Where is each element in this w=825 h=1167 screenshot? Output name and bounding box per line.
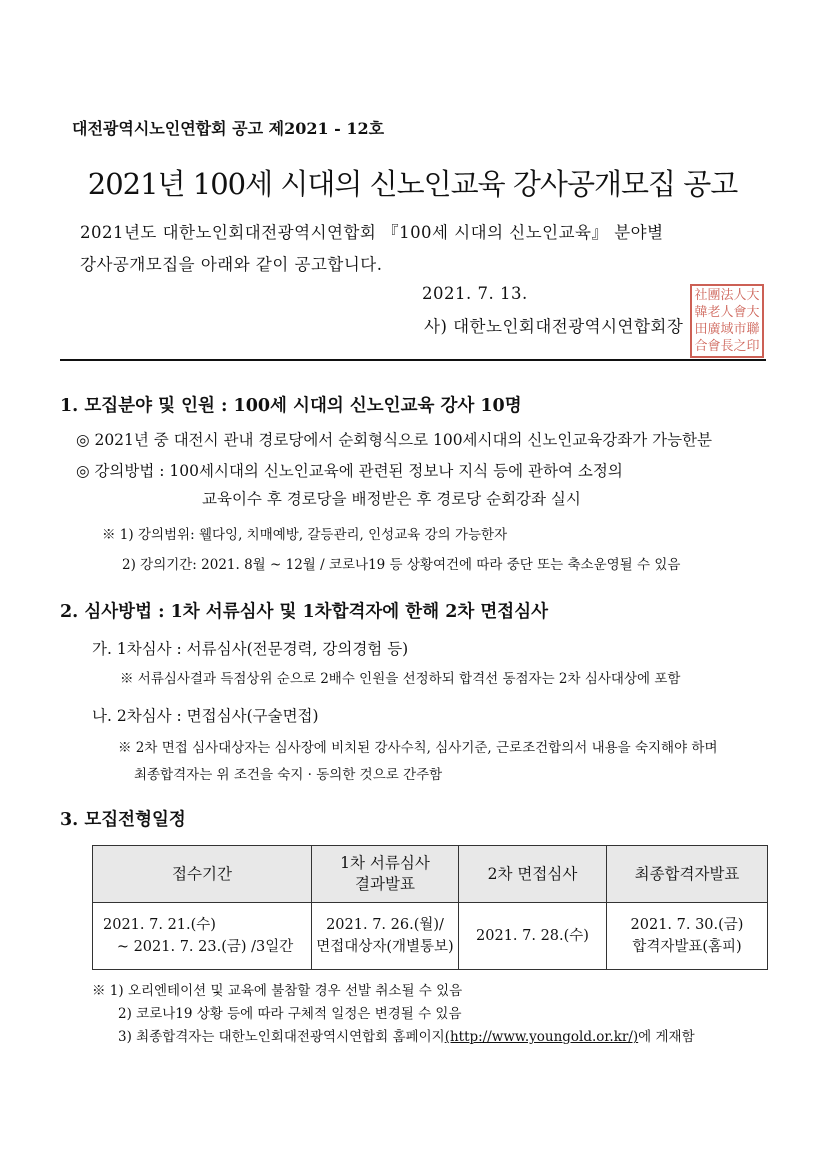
divider <box>60 359 766 361</box>
section-3-title: 3. 모집전형일정 <box>60 810 186 830</box>
announcement-number: 대전광역시노인연합회 공고 제2021 - 12호 <box>72 119 385 138</box>
table-header-row <box>93 846 768 903</box>
table-cell: 2021. 7. 28.(수) <box>459 903 607 970</box>
stage-1-note: ※ 서류심사결과 득점상위 순으로 2배수 인원을 선정하되 합격선 동점자는 2차 심사대상에 포함 <box>120 671 681 687</box>
stage-2-note-2: 최종합격자는 위 조건을 숙지 · 동의한 것으로 간주함 <box>134 767 443 783</box>
bullet-2-cont: 교육이수 후 경로당을 배정받은 후 경로당 순회강좌 실시 <box>202 490 581 508</box>
stage-2: 나. 2차심사 : 면접심사(구술면접) <box>92 707 319 725</box>
table-row <box>93 903 768 970</box>
table-cell: 2021. 7. 26.(월)/ 면접대상자(개별통보) <box>312 903 459 970</box>
signature: 사) 대한노인회대전광역시연합회장 <box>424 317 684 336</box>
page-title: 2021년 100세 시대의 신노인교육 강사공개모집 공고 <box>87 167 738 201</box>
table-cell: 2021. 7. 21.(수) ~ 2021. 7. 23.(금) /3일간 <box>93 903 312 970</box>
bullet-1: ◎ 2021년 중 대전시 관내 경로당에서 순회형식으로 100세시대의 신노인교육강좌가 가능한분 <box>76 431 712 449</box>
section-1-title: 1. 모집분야 및 인원 : 100세 시대의 신노인교육 강사 10명 <box>60 396 522 416</box>
bullet-2: ◎ 강의방법 : 100세시대의 신노인교육에 관련된 정보나 지식 등에 관하여 소정의 <box>76 462 623 480</box>
seal-text: 社團法人大韓老人會大田廣域市聯合會長之印 <box>694 288 760 354</box>
schedule-note-3: 3) 최종합격자는 대한노인회대전광역시연합회 홈페이지(http://www.youngold.or.kr/)에 게재함 <box>118 1029 695 1045</box>
section-2-title: 2. 심사방법 : 1차 서류심사 및 1차합격자에 한해 2차 면접심사 <box>60 602 548 622</box>
stage-1: 가. 1차심사 : 서류심사(전문경력, 강의경험 등) <box>92 640 409 658</box>
intro-line-2: 강사공개모집을 아래와 같이 공고합니다. <box>80 255 383 274</box>
homepage-link[interactable]: (http://www.youngold.or.kr/) <box>444 1029 639 1045</box>
official-seal <box>690 284 764 358</box>
schedule-table <box>92 845 768 970</box>
note-1: ※ 1) 강의범위: 웰다잉, 치매예방, 갈등관리, 인성교육 강의 가능한자 <box>102 527 508 543</box>
header-cell: 1차 서류심사 결과발표 <box>312 846 459 903</box>
schedule-note-1: ※ 1) 오리엔테이션 및 교육에 불참할 경우 선발 취소될 수 있음 <box>92 983 463 999</box>
note-2: 2) 강의기간: 2021. 8월 ~ 12월 / 코로나19 등 상황여건에 따라 중단 또는 축소운영될 수 있음 <box>122 557 681 573</box>
announcement-date: 2021. 7. 13. <box>422 284 528 303</box>
header-cell: 최종합격자발표 <box>607 846 768 903</box>
table-cell: 2021. 7. 30.(금) 합격자발표(홈피) <box>607 903 768 970</box>
header-cell: 2차 면접심사 <box>459 846 607 903</box>
schedule-note-2: 2) 코로나19 상황 등에 따라 구체적 일정은 변경될 수 있음 <box>118 1006 462 1022</box>
intro-line-1: 2021년도 대한노인회대전광역시연합회 『100세 시대의 신노인교육』 분야별 <box>80 223 664 242</box>
stage-2-note-1: ※ 2차 면접 심사대상자는 심사장에 비치된 강사수칙, 심사기준, 근로조건합의서 내용을 숙지해야 하며 <box>118 740 718 756</box>
header-cell: 접수기간 <box>93 846 312 903</box>
